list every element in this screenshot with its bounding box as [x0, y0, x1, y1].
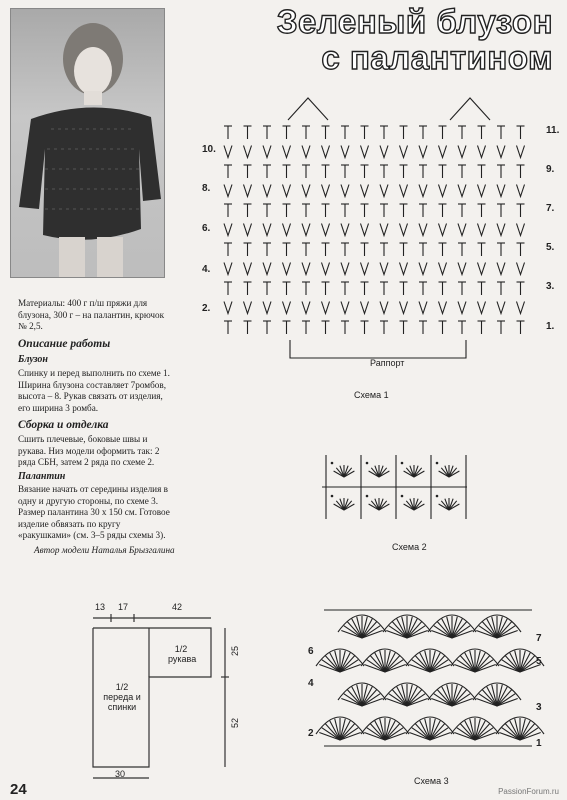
- s3-row-6: 6: [308, 646, 314, 657]
- dim-13: 13: [95, 602, 106, 612]
- s3-row-1: 1: [536, 738, 542, 749]
- site-watermark: PassionForum.ru: [498, 787, 559, 796]
- scheme-3-caption: Схема 3: [414, 776, 449, 786]
- assembly-heading: Сборка и отделка: [18, 419, 109, 431]
- scheme-3: [300, 600, 560, 790]
- s1-row-4: 4.: [202, 264, 211, 275]
- scheme-2: [322, 455, 472, 565]
- author-credit: Автор модели Наталья Брызгалина: [34, 545, 175, 555]
- model-photo: [10, 8, 165, 278]
- blouse-heading: Блузон: [18, 354, 48, 365]
- work-heading: Описание работы: [18, 338, 111, 350]
- dim-42: 42: [172, 602, 183, 612]
- s1-row-11: 11.: [546, 125, 560, 136]
- s1-row-6: 6.: [202, 223, 211, 234]
- stole-text: Вязание начать от середины изделия в одну и другую стороны, по схеме 3. Размер палантина 30 х 150 см. Готовое изделие обвязать по кругу «ракушками» (см. 3–5 ряды схемы 3).: [18, 484, 170, 541]
- pattern-diagram: [80, 602, 260, 788]
- body-label: [98, 682, 146, 712]
- dim-25: 25: [230, 645, 241, 657]
- blouse-text: Спинку и перед выполнить по схеме 1. Ширина блузона составляет 7ромбов, высота – 8. Рукав связать от изделия, его ширина 3 ромба.: [18, 368, 170, 413]
- s1-row-8: 8.: [202, 183, 211, 194]
- stole-heading: Палантин: [18, 471, 66, 482]
- scheme-3-diagram: [300, 600, 560, 760]
- sleeve-label-text: рукава: [168, 654, 197, 664]
- materials-text: Материалы: 400 г п/ш пряжи для блузона, 300 г – на палантин, крючок № 2,5.: [18, 298, 165, 332]
- dim-30: 30: [115, 769, 126, 779]
- model-illustration: [11, 9, 164, 277]
- title-line-1: Зеленый блузон: [276, 3, 553, 40]
- title-line-2: с палантином: [321, 39, 553, 76]
- sleeve-label: [168, 644, 197, 664]
- body-label-line-2: переда и: [103, 692, 141, 702]
- page-number: 24: [10, 781, 27, 798]
- s3-row-2: 2: [308, 728, 314, 739]
- s1-row-2: 2.: [202, 303, 211, 314]
- s1-row-10: 10.: [202, 144, 216, 155]
- body-label-line-3: спинки: [107, 702, 137, 712]
- repeat-label: Раппорт: [370, 358, 405, 368]
- dim-52: 52: [230, 717, 241, 729]
- dim-17: 17: [118, 602, 129, 612]
- s3-row-4: 4: [308, 678, 314, 689]
- scheme-1-caption: Схема 1: [354, 390, 389, 400]
- scheme-2-caption: Схема 2: [392, 542, 427, 552]
- body-label-fraction: 1/2: [115, 682, 129, 692]
- s3-row-5: 5: [536, 656, 542, 667]
- assembly-text: Сшить плечевые, боковые швы и рукава. Низ модели оформить так: 2 ряда СБН, затем 2 ряда по схеме 2.: [18, 434, 160, 468]
- sleeve-label-fraction: 1/2: [174, 644, 188, 654]
- s1-row-3: 3.: [546, 281, 555, 292]
- scheme-2-diagram: [322, 455, 472, 525]
- s1-row-1: 1.: [546, 321, 555, 332]
- s1-row-5: 5.: [546, 242, 555, 253]
- article-title: [277, 4, 553, 76]
- s3-row-3: 3: [536, 702, 542, 713]
- s1-row-9: 9.: [546, 164, 555, 175]
- scheme-1: [202, 88, 567, 408]
- s3-row-7: 7: [536, 633, 542, 644]
- s1-row-7: 7.: [546, 203, 555, 214]
